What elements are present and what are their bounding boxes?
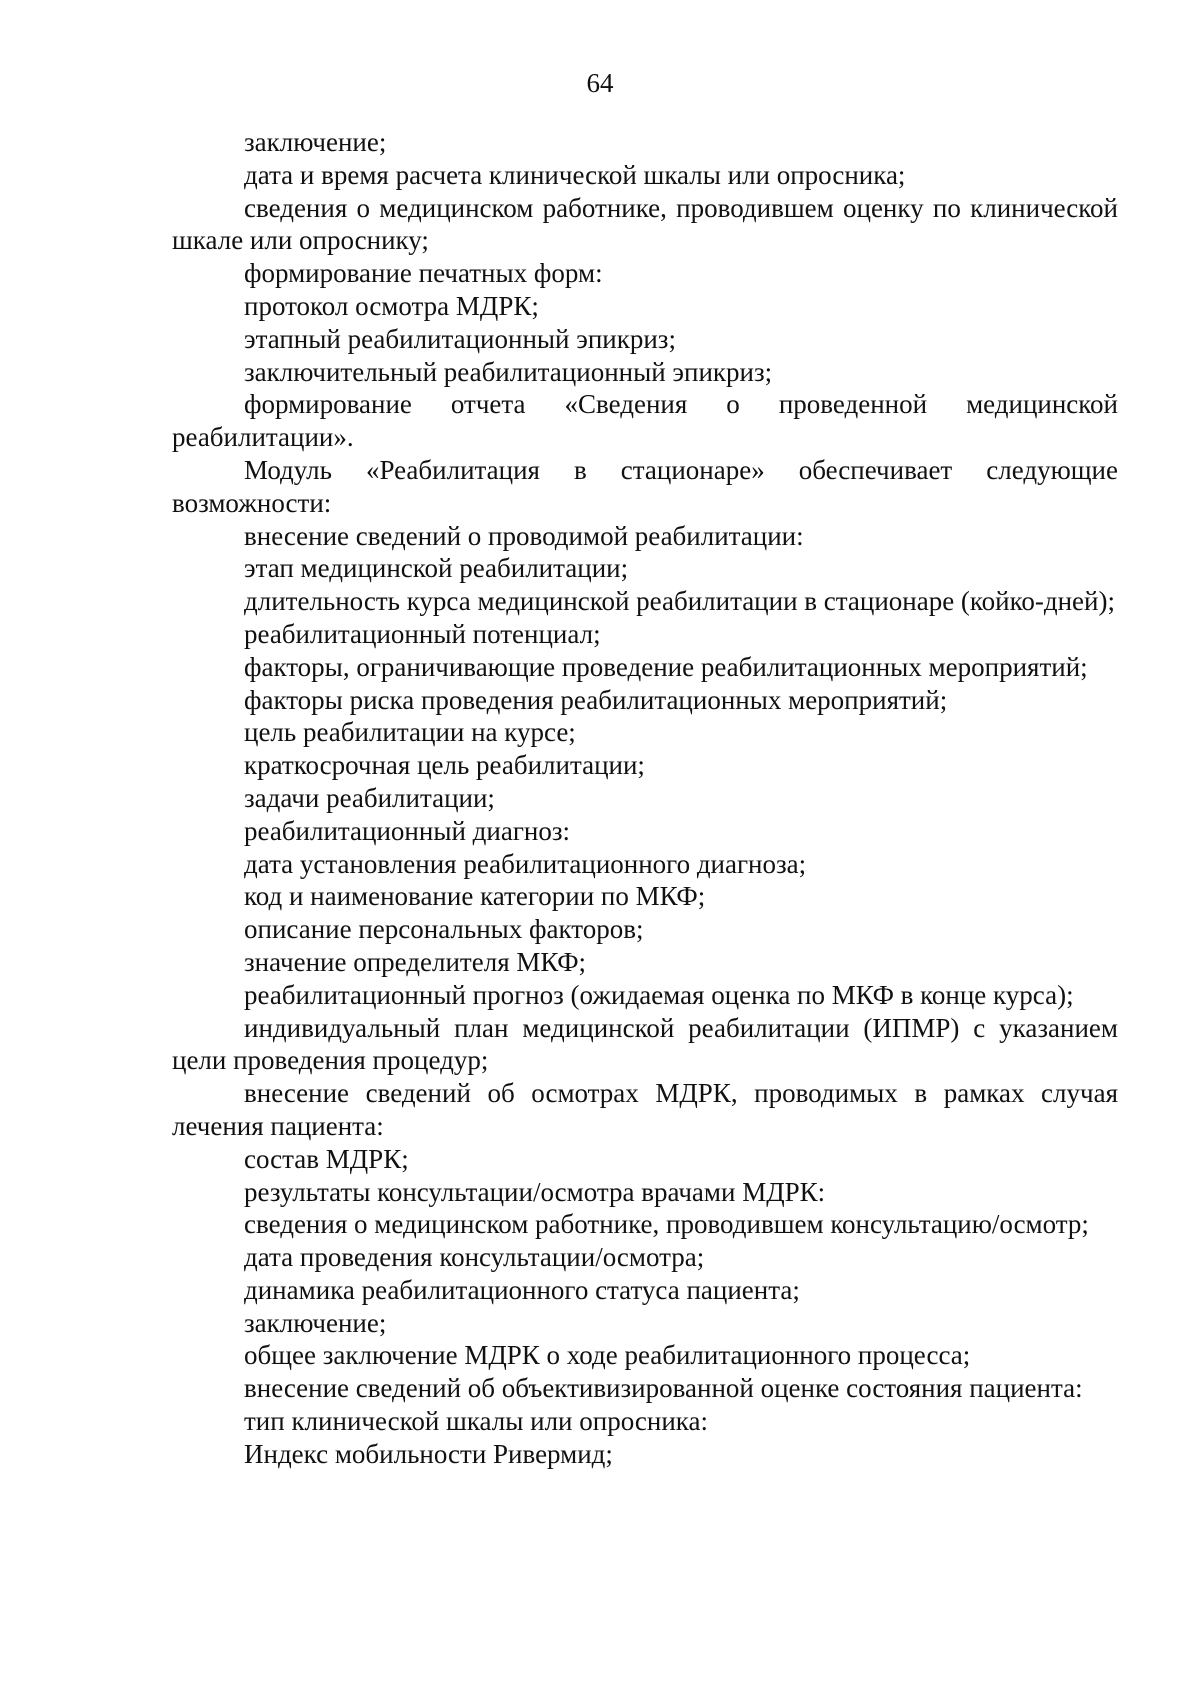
paragraph: цель реабилитации на курсе;: [244, 717, 576, 748]
paragraph: значение определителя МКФ;: [244, 946, 587, 977]
paragraph: задачи реабилитации;: [244, 782, 495, 813]
paragraph: заключение;: [244, 127, 387, 157]
document-body: [172, 126, 1118, 1471]
paragraph: этапный реабилитационный эпикриз;: [244, 323, 676, 354]
paragraph: этап медицинской реабилитации;: [244, 553, 629, 584]
paragraph: внесение сведений о проводимой реабилитации:: [244, 520, 804, 551]
paragraph: формирование отчета «Сведения о проведенной медицинской реабилитации».: [172, 389, 1118, 453]
paragraph: внесение сведений об объективизированной оценке состояния пациента:: [244, 1373, 1083, 1404]
paragraph: описание персональных факторов;: [244, 914, 644, 945]
paragraph: заключительный реабилитационный эпикриз;: [244, 356, 773, 387]
paragraph: сведения о медицинском работнике, проводившем консультацию/осмотр;: [244, 1209, 1089, 1240]
page-number: 64: [586, 68, 614, 98]
paragraph: формирование печатных форм:: [244, 258, 603, 289]
paragraph: дата проведения консультации/осмотра;: [244, 1242, 705, 1273]
paragraph: результаты консультации/осмотра врачами МДРК:: [244, 1176, 826, 1207]
paragraph: реабилитационный диагноз:: [244, 815, 571, 846]
paragraph: факторы, ограничивающие проведение реабилитационных мероприятий;: [244, 651, 1088, 682]
paragraph: внесение сведений об осмотрах МДРК, проводимых в рамках случая лечения пациента:: [172, 1078, 1118, 1141]
paragraph: протокол осмотра МДРК;: [244, 290, 539, 321]
paragraph: состав МДРК;: [244, 1143, 409, 1174]
paragraph: реабилитационный потенциал;: [244, 618, 601, 649]
paragraph: дата и время расчета клинической шкалы или опросника;: [244, 159, 906, 190]
paragraph: факторы риска проведения реабилитационных мероприятий;: [244, 684, 948, 715]
paragraph: заключение;: [244, 1307, 387, 1338]
paragraph: Индекс мобильности Ривермид;: [244, 1438, 613, 1469]
paragraph: сведения о медицинском работнике, проводившем оценку по клинической шкале или опроснику;: [172, 192, 1118, 256]
paragraph: Модуль «Реабилитация в стационаре» обеспечивает следующие возможности:: [172, 454, 1118, 518]
paragraph: длительность курса медицинской реабилитации в стационаре (койко-дней);: [244, 586, 1115, 617]
paragraph: общее заключение МДРК о ходе реабилитационного процесса;: [244, 1340, 971, 1371]
paragraph: динамика реабилитационного статуса пациента;: [244, 1274, 800, 1305]
paragraph: код и наименование категории по МКФ;: [244, 881, 706, 912]
paragraph: реабилитационный прогноз (ожидаемая оценка по МКФ в конце курса);: [244, 979, 1074, 1010]
paragraph: индивидуальный план медицинской реабилитации (ИПМР) с указанием цели проведения процедур;: [172, 1012, 1118, 1076]
paragraph: дата установления реабилитационного диагноза;: [244, 848, 807, 879]
paragraph: краткосрочная цель реабилитации;: [244, 750, 645, 781]
paragraph: тип клинической шкалы или опросника:: [244, 1406, 708, 1437]
